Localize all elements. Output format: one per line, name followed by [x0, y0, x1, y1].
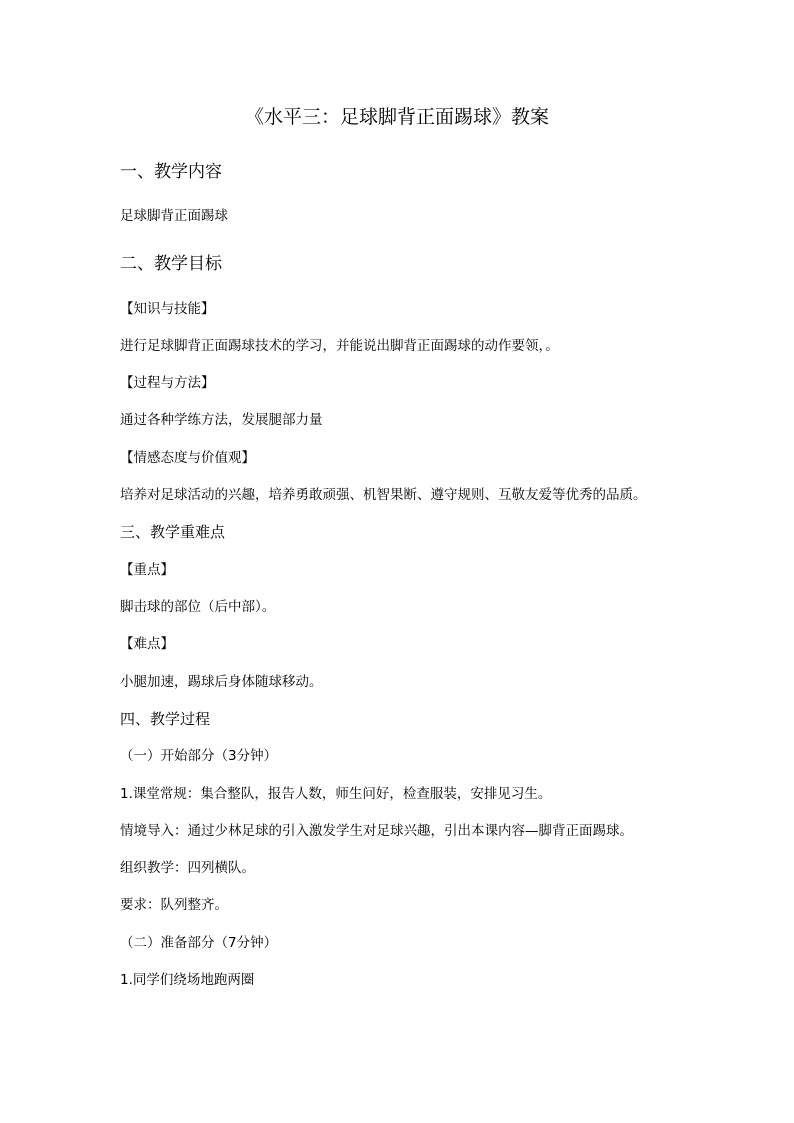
subheading-attitude-values: 【情感态度与价值观】 [120, 450, 255, 466]
heading-teaching-content: 一、教学内容 [120, 162, 222, 182]
paragraph: 1.同学们绕场地跑两圈 [120, 972, 255, 988]
paragraph: 足球脚背正面踢球 [120, 208, 228, 224]
paragraph: 小腿加速，踢球后身体随球移动。 [120, 674, 323, 690]
paragraph: 1.课堂常规：集合整队，报告人数，师生问好，检查服装，安排见习生。 [120, 786, 552, 802]
paragraph: 要求：队列整齐。 [120, 897, 228, 913]
paragraph: 组织教学：四列横队。 [120, 860, 255, 876]
subheading-knowledge-skills: 【知识与技能】 [120, 301, 215, 317]
subheading-opening-part: （一）开始部分（3分钟） [120, 748, 278, 764]
paragraph: 脚击球的部位（后中部）。 [120, 599, 276, 615]
paragraph: 情境导入：通过少林足球的引入激发学生对足球兴趣，引出本课内容—脚背正面踢球。 [120, 823, 633, 839]
subheading-preparation-part: （二）准备部分（7分钟） [120, 935, 278, 951]
heading-teaching-process: 四、教学过程 [120, 710, 211, 728]
paragraph: 培养对足球活动的兴趣，培养勇敢顽强、机智果断、遵守规则、互敬友爱等优秀的品质。 [120, 487, 647, 503]
page-title: 《水平三：足球脚背正面踢球》教案 [244, 106, 549, 128]
subheading-difficulty: 【难点】 [120, 636, 174, 652]
heading-teaching-goals: 二、教学目标 [120, 254, 222, 274]
paragraph: 通过各种学练方法，发展腿部力量 [120, 412, 323, 428]
subheading-process-method: 【过程与方法】 [120, 375, 215, 391]
paragraph: 进行足球脚背正面踢球技术的学习，并能说出脚背正面踢球的动作要领，。 [120, 338, 559, 354]
subheading-key-point: 【重点】 [120, 562, 174, 578]
heading-key-difficulties: 三、教学重难点 [120, 523, 226, 541]
